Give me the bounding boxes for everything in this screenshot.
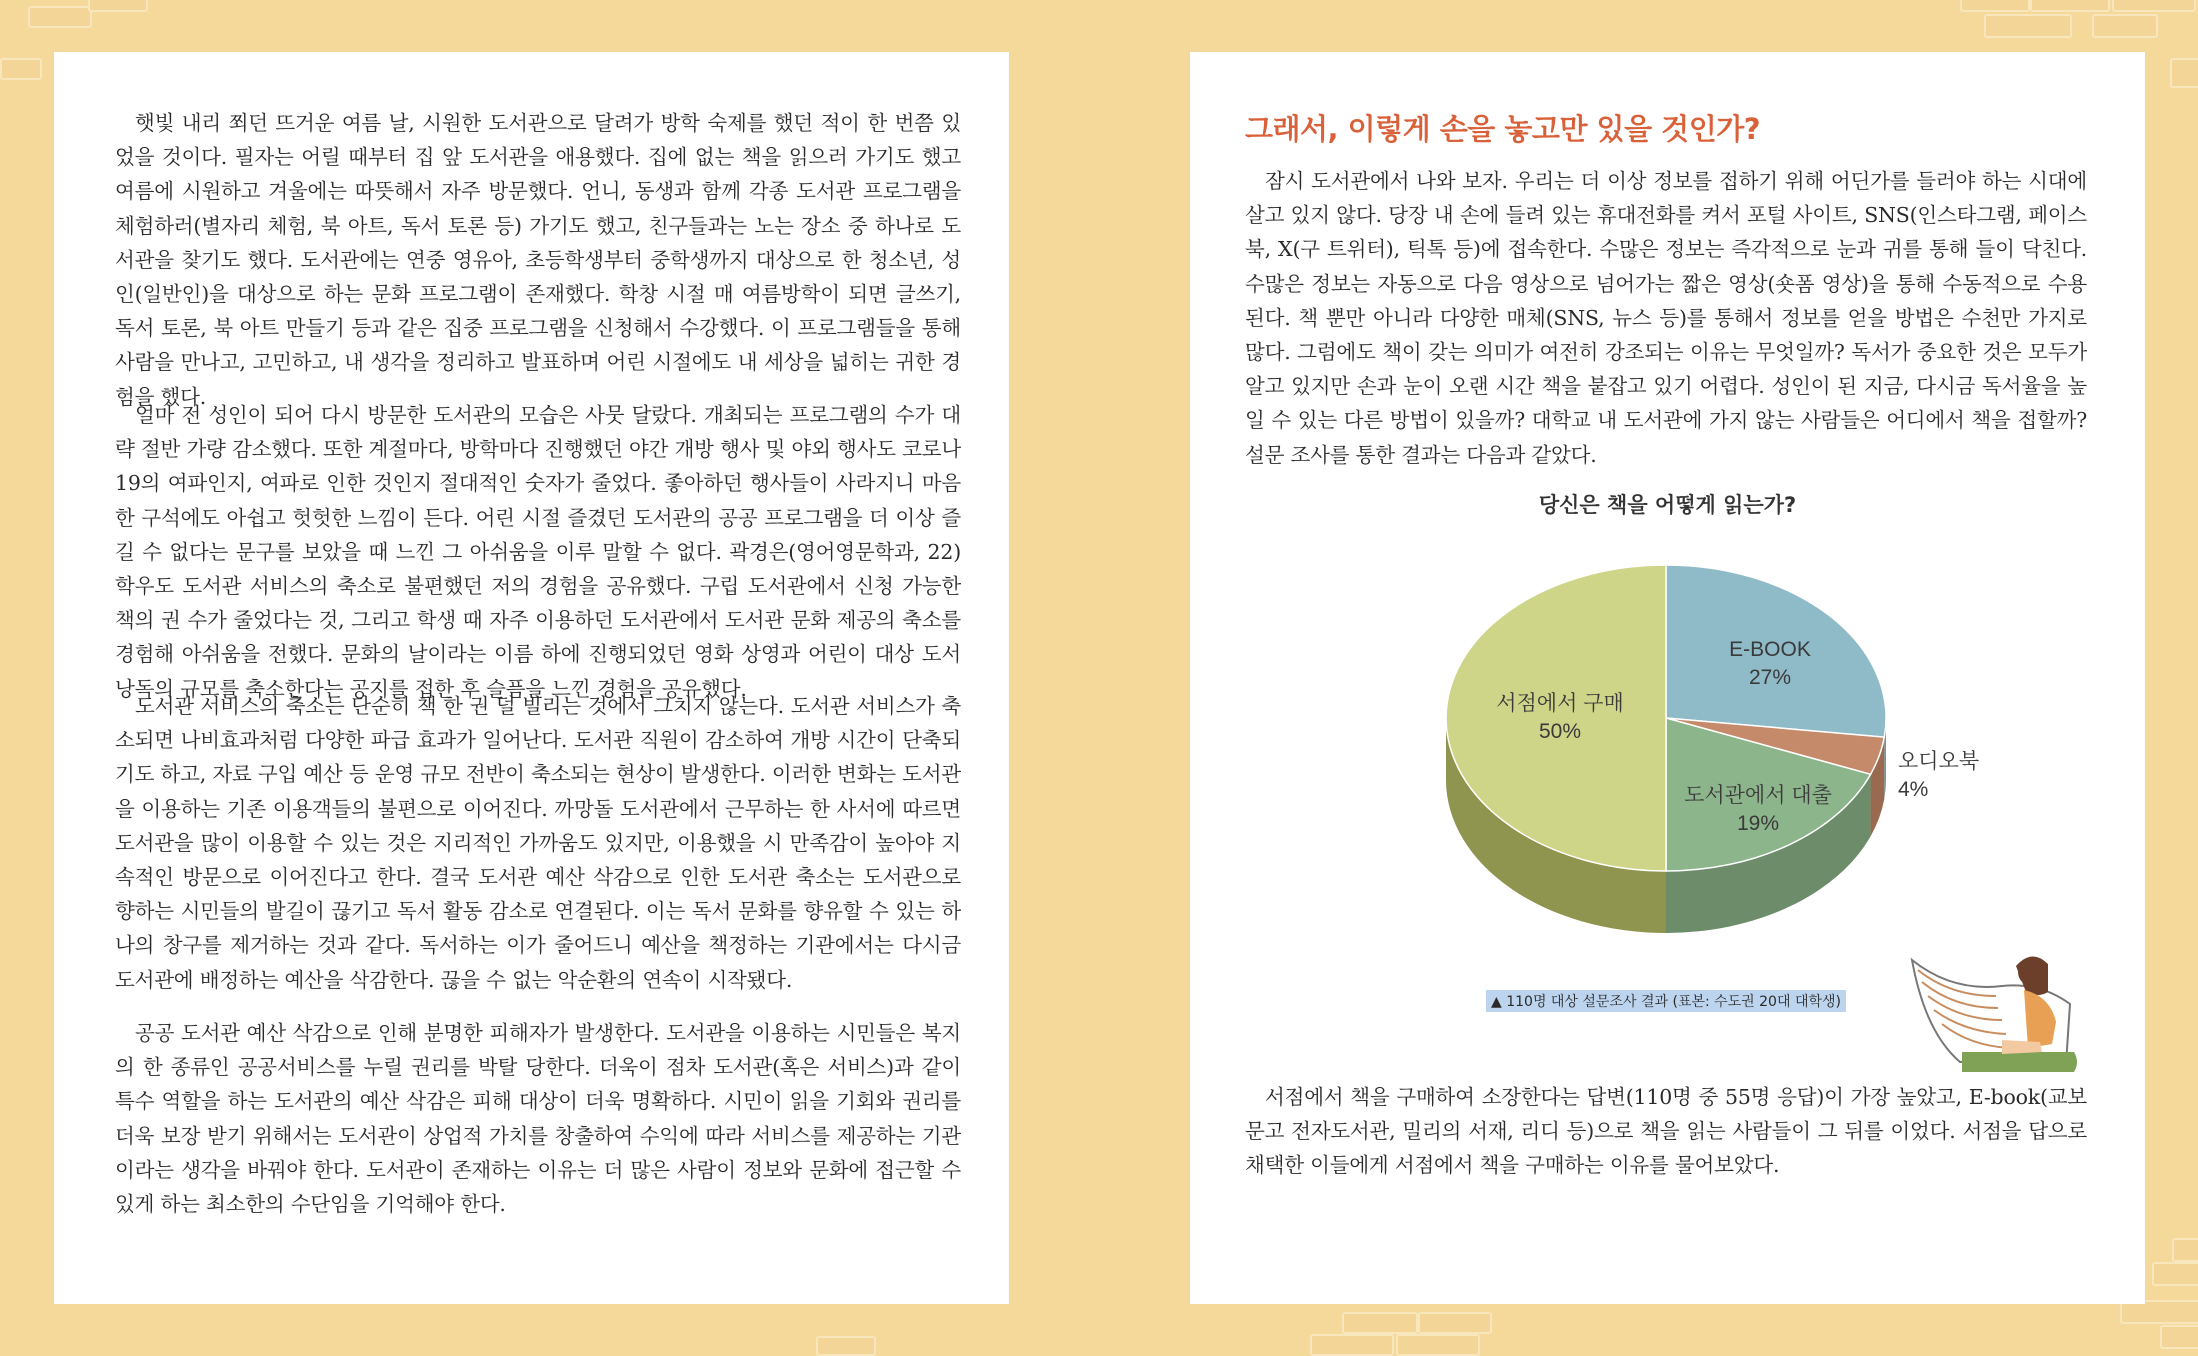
background-brick	[2160, 1325, 2198, 1349]
background-brick	[28, 6, 92, 28]
body-paragraph: 공공 도서관 예산 삭감으로 인해 분명한 피해자가 발생한다. 도서관을 이용하는 시민들은 복지의 한 종류인 공공서비스를 누릴 권리를 박탈 당한다. 더욱이 점차 도서관(혹은 서비스)과 같이 특수 역할을 하는 도서관의 예산 삭감은 피해 대상이 더욱 명확하다. 시민이 읽을 기회와 권리를 더욱 보장 받기 위해서는 도서관이 상업적 가치를 창출하여 수익에 따라 서비스를 제공하는 기관이라는 생각을 바꿔야 한다. 도서관이 존재하는 이유는 더 많은 사람이 정보와 문화에 접근할 수 있게 하는 최소한의 수단임을 기억해야 한다.	[115, 1021, 961, 1217]
background-brick	[2092, 14, 2158, 38]
slice-label: 도서관에서 대출	[1684, 784, 1832, 807]
background-brick	[1396, 1334, 1480, 1356]
body-paragraph: 도서관 서비스의 축소는 단순히 책 한 권 덜 빌리는 것에서 그치지 않는다. 도서관 서비스가 축소되면 나비효과처럼 다양한 파급 효과가 일어난다. 도서관 직원이 감소하여 개방 시간이 단축되기도 하고, 자료 구입 예산 등 운영 규모 전반이 축소되는 현상이 발생한다. 이러한 변화는 도서관을 이용하는 기존 이용객들의 불편으로 이어진다. 까망돌 도서관에서 근무하는 한 사서에 따르면 도서관을 많이 이용할 수 있는 것은 지리적인 가까움도 있지만, 이용했을 시 만족감이 높아야 지속적인 방문으로 이어진다고 한다. 결국 도서관 예산 삭감으로 인한 도서관 축소는 도서관으로 향하는 시민들의 발길이 끊기고 독서 활동 감소로 연결된다. 이는 독서 문화를 향유할 수 있는 하나의 창구를 제거하는 것과 같다. 독서하는 이가 줄어드니 예산을 책정하는 기관에서는 다시금 도서관에 배정하는 예산을 삭감한다. 끊을 수 없는 악순환의 연속이 시작됐다.	[115, 694, 961, 992]
body-paragraph: 서점에서 책을 구매하여 소장한다는 답변(110명 중 55명 응답)이 가장 높았고, E-book(교보문고 전자도서관, 밀리의 서재, 리디 등)으로 책을 읽는 사람들이 그 뒤를 이었다. 서점을 답으로 채택한 이들에게 서점에서 책을 구매하는 이유를 물어보았다.	[1245, 1085, 2087, 1178]
slice-value-label: 27%	[1748, 666, 1792, 689]
chart-caption: ▲ 110명 대상 설문조사 결과 (표본: 수도권 20대 대학생)	[1486, 990, 1846, 1012]
pie-chart-slices	[1446, 565, 1886, 871]
background-brick	[2172, 1238, 2198, 1262]
background-brick	[2112, 0, 2196, 12]
chart-title: 당신은 책을 어떻게 읽는가?	[1538, 493, 1797, 517]
slice-label: 오디오북	[1898, 750, 1980, 773]
background-brick	[88, 0, 148, 12]
slice-value-label: 4%	[1898, 778, 1929, 801]
slice-value-label: 19%	[1736, 812, 1780, 835]
background-brick	[1984, 14, 2072, 38]
section-heading: 그래서, 이렇게 손을 놓고만 있을 것인가?	[1245, 112, 1761, 146]
background-brick	[1418, 1312, 1492, 1334]
slice-value-label: 50%	[1538, 720, 1582, 743]
background-brick	[1960, 0, 2030, 12]
background-brick	[0, 58, 42, 80]
slice-label: 서점에서 구매	[1496, 692, 1624, 715]
background-brick	[2030, 0, 2110, 12]
slice-label: E-BOOK	[1729, 638, 1811, 661]
body-paragraph: 잠시 도서관에서 나와 보자. 우리는 더 이상 정보를 접하기 위해 어딘가를 들러야 하는 시대에 살고 있지 않다. 당장 내 손에 들려 있는 휴대전화를 켜서 포털 사이트, SNS(인스타그램, 페이스북, X(구 트위터), 틱톡 등)에 접속한다. 수많은 정보는 즉각적으로 눈과 귀를 통해 들이 닥친다. 수많은 정보는 자동으로 다음 영상으로 넘어가는 짧은 영상(숏폼 영상)을 통해 수동적으로 수용된다. 책 뿐만 아니라 다양한 매체(SNS, 뉴스 등)를 통해서 정보를 얻을 방법은 수천만 가지로 많다. 그럼에도 책이 갖는 의미가 여전히 강조되는 이유는 무엇일까? 독서가 중요한 것은 모두가 알고 있지만 손과 눈이 오랜 시간 책을 붙잡고 있기 어렵다. 성인이 된 지금, 다시금 독서율을 높일 수 있는 다른 방법이 있을까? 대학교 내 도서관에 가지 않는 사람들은 어디에서 책을 접할까? 설문 조사를 통한 결과는 다음과 같았다.	[1245, 169, 2087, 467]
left-page	[54, 52, 1009, 1304]
background-brick	[1310, 1334, 1394, 1356]
background-brick	[1342, 1312, 1418, 1334]
background-brick	[2152, 1262, 2198, 1286]
background-brick	[816, 1336, 876, 1356]
right-page	[1190, 52, 2145, 1304]
person-reading-book-icon	[1912, 956, 2077, 1072]
body-paragraph: 햇빛 내리 쬐던 뜨거운 여름 날, 시원한 도서관으로 달려가 방학 숙제를 했던 적이 한 번쯤 있었을 것이다. 필자는 어릴 때부터 집 앞 도서관을 애용했다. 집에 없는 책을 읽으러 가기도 했고 여름에 시원하고 겨울에는 따뜻해서 자주 방문했다. 언니, 동생과 함께 각종 도서관 프로그램을 체험하러(별자리 체험, 북 아트, 독서 토론 등) 가기도 했고, 친구들과는 노는 장소 중 하나로 도서관을 찾기도 했다. 도서관에는 연중 영유아, 초등학생부터 중학생까지 대상으로 한 청소년, 성인(일반인)을 대상으로 하는 문화 프로그램이 존재했다. 학창 시절 매 여름방학이 되면 글쓰기, 독서 토론, 북 아트 만들기 등과 같은 집중 프로그램을 신청해서 수강했다. 이 프로그램들을 통해 사람을 만나고, 고민하고, 내 생각을 정리하고 발표하며 어린 시절에도 내 세상을 넓히는 귀한 경험을 했다.	[115, 111, 961, 409]
background-brick	[2170, 58, 2198, 88]
body-paragraph: 얼마 전 성인이 되어 다시 방문한 도서관의 모습은 사뭇 달랐다. 개최되는 프로그램의 수가 대략 절반 가량 감소했다. 또한 계절마다, 방학마다 진행했던 야간 개방 행사 및 야외 행사도 코로나19의 여파인지, 여파로 인한 것인지 절대적인 숫자가 줄었다. 좋아하던 행사들이 사라지니 마음 한 구석에도 아쉽고 헛헛한 느낌이 든다. 어린 시절 즐겼던 도서관의 공공 프로그램을 더 이상 즐길 수 없다는 문구를 보았을 때 느낀 그 아쉬움을 이루 말할 수 없다. 곽경은(영어영문학과, 22) 학우도 도서관 서비스의 축소로 불편했던 저의 경험을 공유했다. 구립 도서관에서 신청 가능한 책의 권 수가 줄었다는 것, 그리고 학생 때 자주 이용하던 도서관에서 도서관 문화 제공의 축소를 경험해 아쉬움을 전했다. 문화의 날이라는 이름 하에 진행되었던 영화 상영과 어린이 대상 도서 낭독의 규모를 축소한다는 공지를 접한 후 슬픔을 느낀 경험을 공유했다.	[115, 403, 961, 701]
